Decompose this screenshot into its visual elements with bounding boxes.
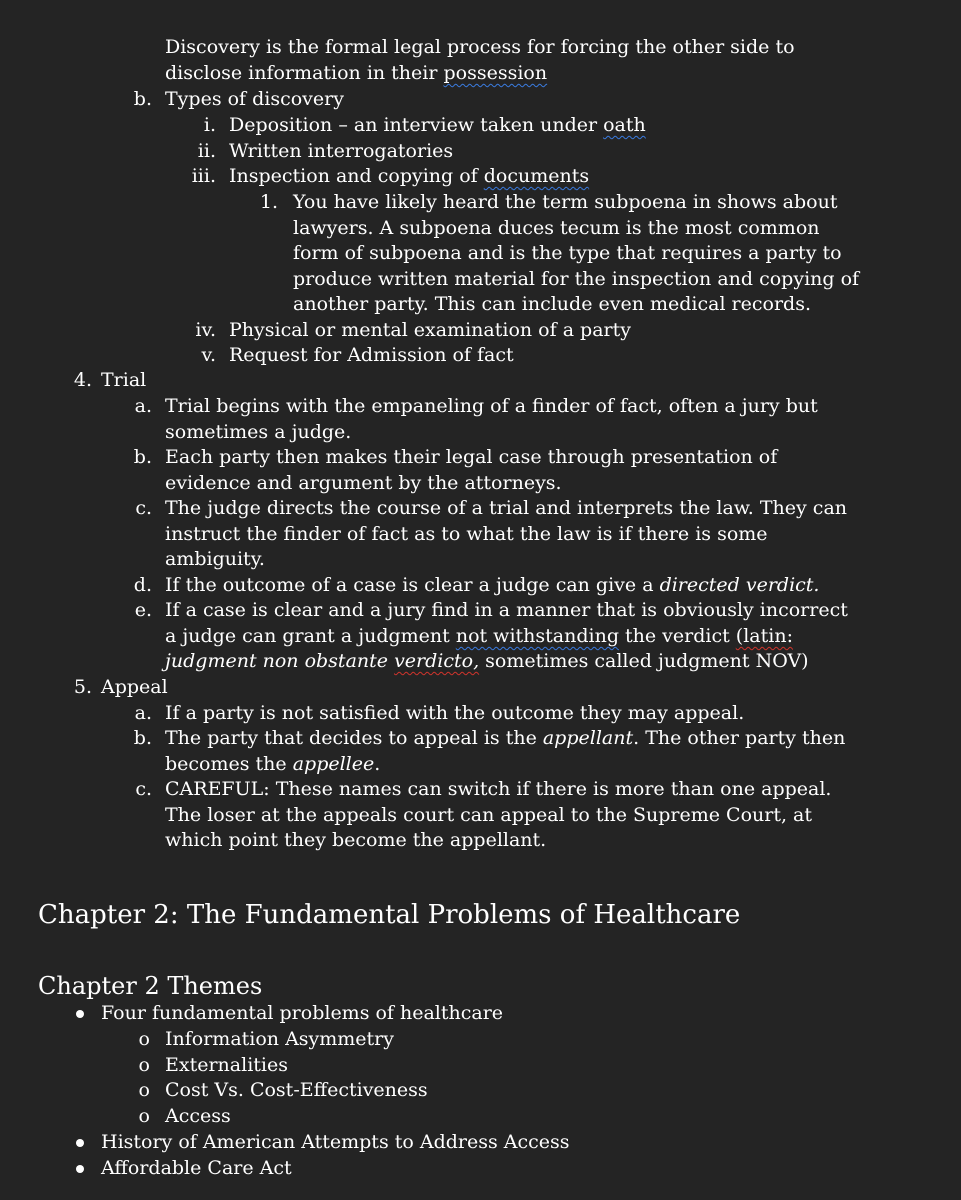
list-marker-v: v. <box>201 344 216 366</box>
spellcheck-verdicto[interactable]: verdicto, <box>394 650 480 672</box>
deposition-item: Deposition – an interview taken under oath <box>229 114 646 136</box>
trial-b-line-2: evidence and argument by the attorneys. <box>165 472 562 494</box>
trial-marker-c: c. <box>135 497 152 519</box>
list-marker-5: 5. <box>73 676 92 698</box>
subpoena-line-4: produce written material for the inspection and copying of <box>293 268 860 290</box>
spellcheck-word-oath[interactable]: oath <box>603 114 646 136</box>
types-of-discovery: Types of discovery <box>165 88 344 110</box>
subpoena-line-3: form of subpoena and is the type that requires a party to <box>293 242 842 264</box>
sub-bullet-icon: o <box>138 1028 150 1050</box>
sub-item-cost: Cost Vs. Cost-Effectiveness <box>165 1079 428 1101</box>
appeal-c-line-1: CAREFUL: These names can switch if there is more than one appeal. <box>165 778 832 800</box>
trial-d-line: If the outcome of a case is clear a judge can give a directed verdict. <box>165 574 820 596</box>
bullet-icon <box>64 1001 84 1027</box>
list-marker-1: 1. <box>259 191 278 213</box>
bullet-aca: Affordable Care Act <box>101 1157 292 1179</box>
sub-item-externalities: Externalities <box>165 1054 288 1076</box>
trial-a-line-1: Trial begins with the empaneling of a finder of fact, often a jury but <box>165 395 818 417</box>
list-marker-b: b. <box>133 88 152 110</box>
appeal-heading: Appeal <box>101 676 168 698</box>
appeal-a-line: If a party is not satisfied with the outcome they may appeal. <box>165 702 745 724</box>
bullet-icon <box>64 1156 84 1182</box>
inspection-item: Inspection and copying of documents <box>229 165 590 187</box>
discovery-intro-line-1: Discovery is the formal legal process for forcing the other side to <box>165 36 795 58</box>
list-marker-iv: iv. <box>195 319 216 341</box>
trial-e-line-2: a judge can grant a judgment not withstanding the verdict (latin: <box>165 625 793 647</box>
appeal-b-line-2: becomes the appellee. <box>165 753 381 775</box>
list-marker-i: i. <box>203 114 216 136</box>
spellcheck-word-documents[interactable]: documents <box>483 165 590 187</box>
list-marker-ii: ii. <box>197 140 216 162</box>
trial-a-line-2: sometimes a judge. <box>165 421 352 443</box>
sub-bullet-icon: o <box>138 1079 150 1101</box>
trial-marker-d: d. <box>133 574 152 596</box>
subpoena-line-2: lawyers. A subpoena duces tecum is the most common <box>293 217 820 239</box>
trial-marker-b: b. <box>133 446 152 468</box>
appeal-c-line-3: which point they become the appellant. <box>165 829 547 851</box>
appeal-marker-b: b. <box>133 727 152 749</box>
trial-c-line-1: The judge directs the course of a trial and interprets the law. They can <box>165 497 848 519</box>
sub-item-access: Access <box>165 1105 231 1127</box>
sub-bullet-icon: o <box>138 1105 150 1127</box>
appeal-marker-c: c. <box>135 778 152 800</box>
spellcheck-word-possession[interactable]: possession <box>443 62 548 84</box>
discovery-intro-line-2: disclose information in their possession <box>165 62 548 84</box>
subpoena-line-1: You have likely heard the term subpoena in shows about <box>293 191 838 213</box>
trial-b-line-1: Each party then makes their legal case through presentation of <box>165 446 778 468</box>
appeal-marker-a: a. <box>134 702 152 724</box>
subpoena-line-5: another party. This can include even medical records. <box>293 293 812 315</box>
bullet-icon <box>64 1130 84 1156</box>
appeal-c-line-2: The loser at the appeals court can appeal to the Supreme Court, at <box>165 804 813 826</box>
trial-c-line-3: ambiguity. <box>165 548 265 570</box>
trial-marker-a: a. <box>134 395 152 417</box>
examination-item: Physical or mental examination of a party <box>229 319 631 341</box>
admission-item: Request for Admission of fact <box>229 344 514 366</box>
bullet-history: History of American Attempts to Address Access <box>101 1131 570 1153</box>
trial-e-line-3: judgment non obstante verdicto, sometimes called judgment NOV) <box>165 650 809 672</box>
trial-c-line-2: instruct the finder of fact as to what the law is if there is some <box>165 523 768 545</box>
sub-item-information-asymmetry: Information Asymmetry <box>165 1028 395 1050</box>
sub-bullet-icon: o <box>138 1054 150 1076</box>
trial-heading: Trial <box>101 369 147 391</box>
interrogatories-item: Written interrogatories <box>229 140 454 162</box>
spellcheck-latin[interactable]: (latin: <box>735 625 793 647</box>
appeal-b-line-1: The party that decides to appeal is the appellant. The other party then <box>165 727 846 749</box>
trial-marker-e: e. <box>134 599 152 621</box>
spellcheck-not-withstanding[interactable]: not withstanding <box>455 625 619 647</box>
trial-e-line-1: If a case is clear and a jury find in a manner that is obviously incorrect <box>165 599 848 621</box>
chapter-heading: Chapter 2: The Fundamental Problems of Healthcare <box>38 900 741 930</box>
bullet-four-problems: Four fundamental problems of healthcare <box>101 1002 504 1024</box>
themes-heading: Chapter 2 Themes <box>38 972 263 1000</box>
list-marker-4: 4. <box>73 369 92 391</box>
list-marker-iii: iii. <box>191 165 216 187</box>
